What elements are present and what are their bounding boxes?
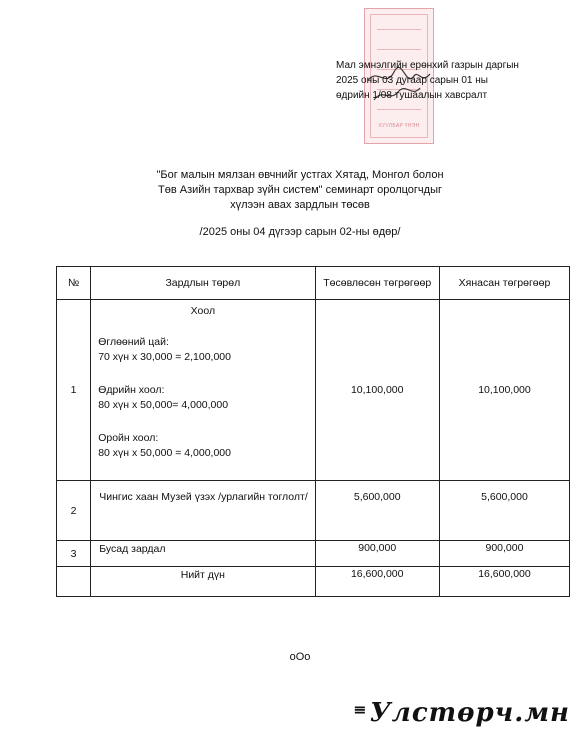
total-label: Нийт дүн — [91, 567, 315, 597]
header-actual: Хянасан төгрөгөөр — [439, 267, 569, 300]
document-title — [110, 168, 490, 213]
official-stamp: ХУУЛБАР ҮНЭН — [364, 8, 434, 144]
title-line-1: "Бог малын мялзан өвчнийг устгах Хятад, Монгол болон — [156, 169, 444, 181]
header-planned: Төсөвлөсөн төгрөгөөр — [315, 267, 439, 300]
total-empty-cell — [57, 567, 91, 597]
planned-amount: 900,000 — [315, 541, 439, 567]
end-mark: oOo — [289, 651, 311, 663]
total-planned: 16,600,000 — [315, 567, 439, 597]
row-number: 1 — [57, 300, 91, 481]
row-number: 3 — [57, 541, 91, 567]
approval-line-1: Мал эмнэлгийн ерөнхий газрын даргын — [336, 60, 519, 71]
total-row — [57, 567, 570, 597]
site-watermark-logo — [353, 698, 570, 728]
meal-name: Өдрийн хоол: — [98, 384, 165, 396]
table-row — [57, 541, 570, 567]
document-date: /2025 оны 04 дүгээр сарын 02-ны өдөр/ — [199, 226, 401, 238]
meal-calc: 70 хүн х 30,000 = 2,100,000 — [98, 351, 231, 363]
title-line-3: хүлээн авах зардлын төсөв — [230, 199, 370, 211]
row-number: 2 — [57, 481, 91, 541]
row-description: Чингис хаан Музей үзэх /урлагийн тоглолт/ — [91, 481, 315, 541]
meal-name: Өглөөний цай: — [98, 336, 169, 348]
planned-amount: 5,600,000 — [315, 481, 439, 541]
total-actual: 16,600,000 — [439, 567, 569, 597]
row-description — [91, 300, 315, 481]
table-row — [57, 300, 570, 481]
row-description: Бусад зардал — [91, 541, 315, 567]
meal-item — [92, 431, 313, 461]
approval-line-3: өдрийн 1/08 тушаалын хавсралт — [336, 90, 488, 101]
title-line-2: Төв Азийн тархвар зүйн систем" семинарт оролцогчдыг — [158, 184, 442, 196]
approval-line-2: 2025 оны 03 дугаар сарын 01 ны — [336, 75, 488, 86]
wing-icon: ≡ — [353, 700, 368, 719]
header-type: Зардлын төрөл — [91, 267, 315, 300]
row-title: Хоол — [190, 305, 216, 317]
actual-amount: 900,000 — [439, 541, 569, 567]
actual-amount: 5,600,000 — [439, 481, 569, 541]
meal-item — [92, 335, 313, 365]
planned-amount: 10,100,000 — [315, 300, 439, 481]
actual-amount: 10,100,000 — [439, 300, 569, 481]
meal-name: Оройн хоол: — [98, 432, 159, 444]
meal-calc: 80 хүн х 50,000= 4,000,000 — [98, 399, 229, 411]
table-header-row — [57, 267, 570, 300]
table-row — [57, 481, 570, 541]
meal-calc: 80 хүн х 50,000 = 4,000,000 — [98, 447, 231, 459]
budget-table — [56, 266, 570, 597]
watermark-text: Улстөрч.мн — [369, 698, 570, 728]
approval-note — [336, 58, 519, 103]
meal-item — [92, 383, 313, 413]
header-no: № — [57, 267, 91, 300]
